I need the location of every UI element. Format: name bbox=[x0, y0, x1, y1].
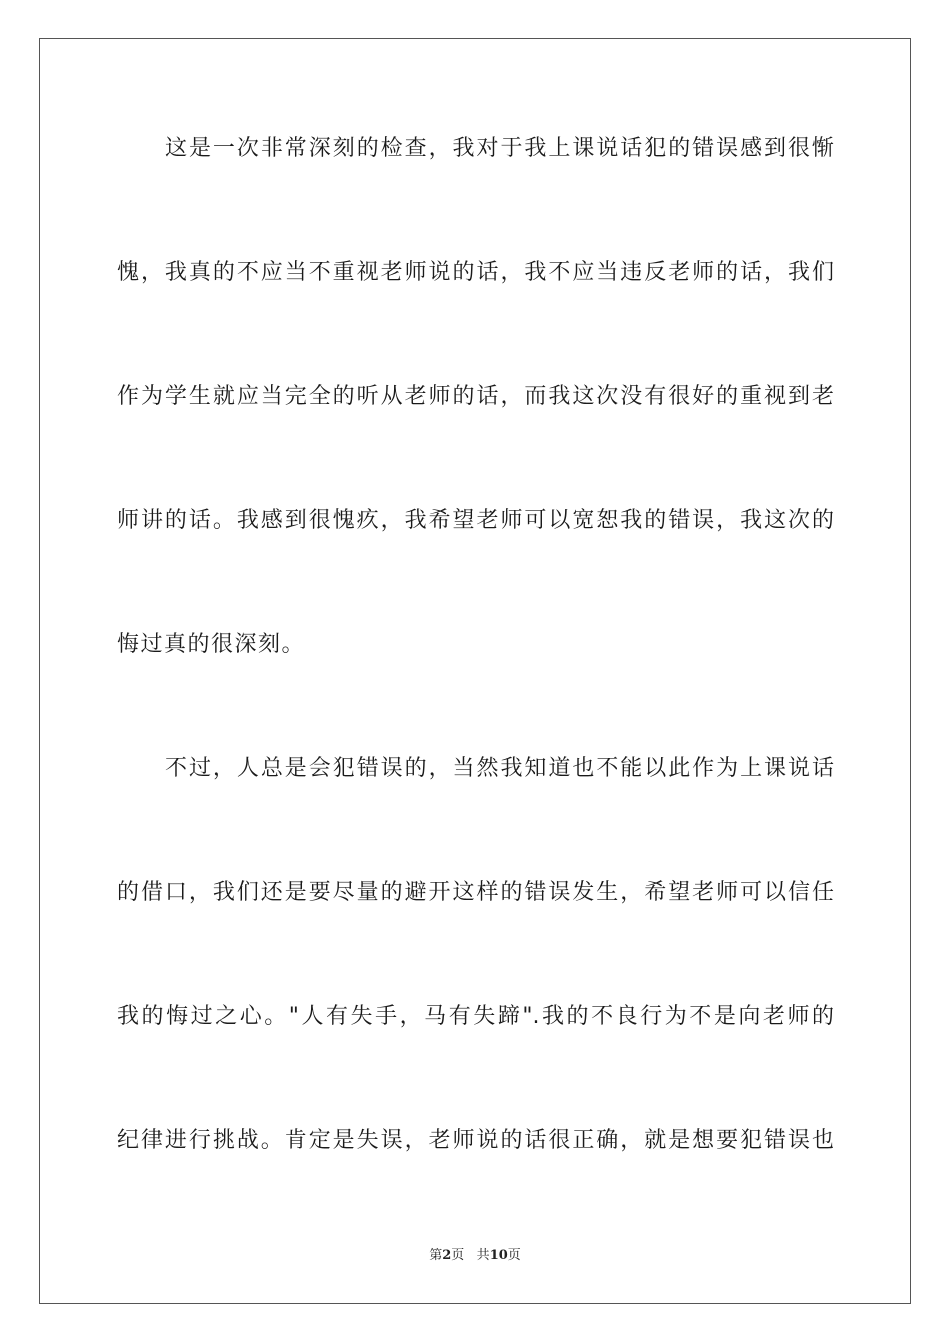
paragraph-1-line-2: 愧，我真的不应当不重视老师说的话，我不应当违反老师的话，我们 bbox=[117, 260, 834, 285]
total-label: 页 bbox=[507, 1248, 521, 1263]
page-label: 页 bbox=[451, 1248, 465, 1263]
page-border bbox=[39, 38, 911, 1304]
page-number: 2 bbox=[442, 1248, 452, 1263]
paragraph-2-line-2: 的借口，我们还是要尽量的避开这样的错误发生，希望老师可以信任 bbox=[117, 880, 834, 905]
paragraph-1-line-5: 悔过真的很深刻。 bbox=[117, 632, 306, 657]
page-total: 10 bbox=[489, 1248, 508, 1263]
total-prefix: 共 bbox=[476, 1248, 490, 1263]
paragraph-1-line-1: 这是一次非常深刻的检查，我对于我上课说话犯的错误感到很惭 bbox=[165, 136, 834, 161]
paragraph-1-line-3: 作为学生就应当完全的听从老师的话，而我这次没有很好的重视到老 bbox=[117, 384, 834, 409]
paragraph-2-line-3: 我的悔过之心。"人有失手，马有失蹄".我的不良行为不是向老师的 bbox=[117, 1004, 834, 1029]
paragraph-1-line-4: 师讲的话。我感到很愧疚，我希望老师可以宽恕我的错误，我这次的 bbox=[117, 508, 834, 533]
paragraph-2-line-4: 纪律进行挑战。肯定是失误，老师说的话很正确，就是想要犯错误也 bbox=[117, 1128, 834, 1153]
page-prefix: 第 bbox=[429, 1248, 443, 1263]
paragraph-2-line-1: 不过，人总是会犯错误的，当然我知道也不能以此作为上课说话 bbox=[165, 756, 834, 781]
page-footer bbox=[0, 1247, 950, 1265]
